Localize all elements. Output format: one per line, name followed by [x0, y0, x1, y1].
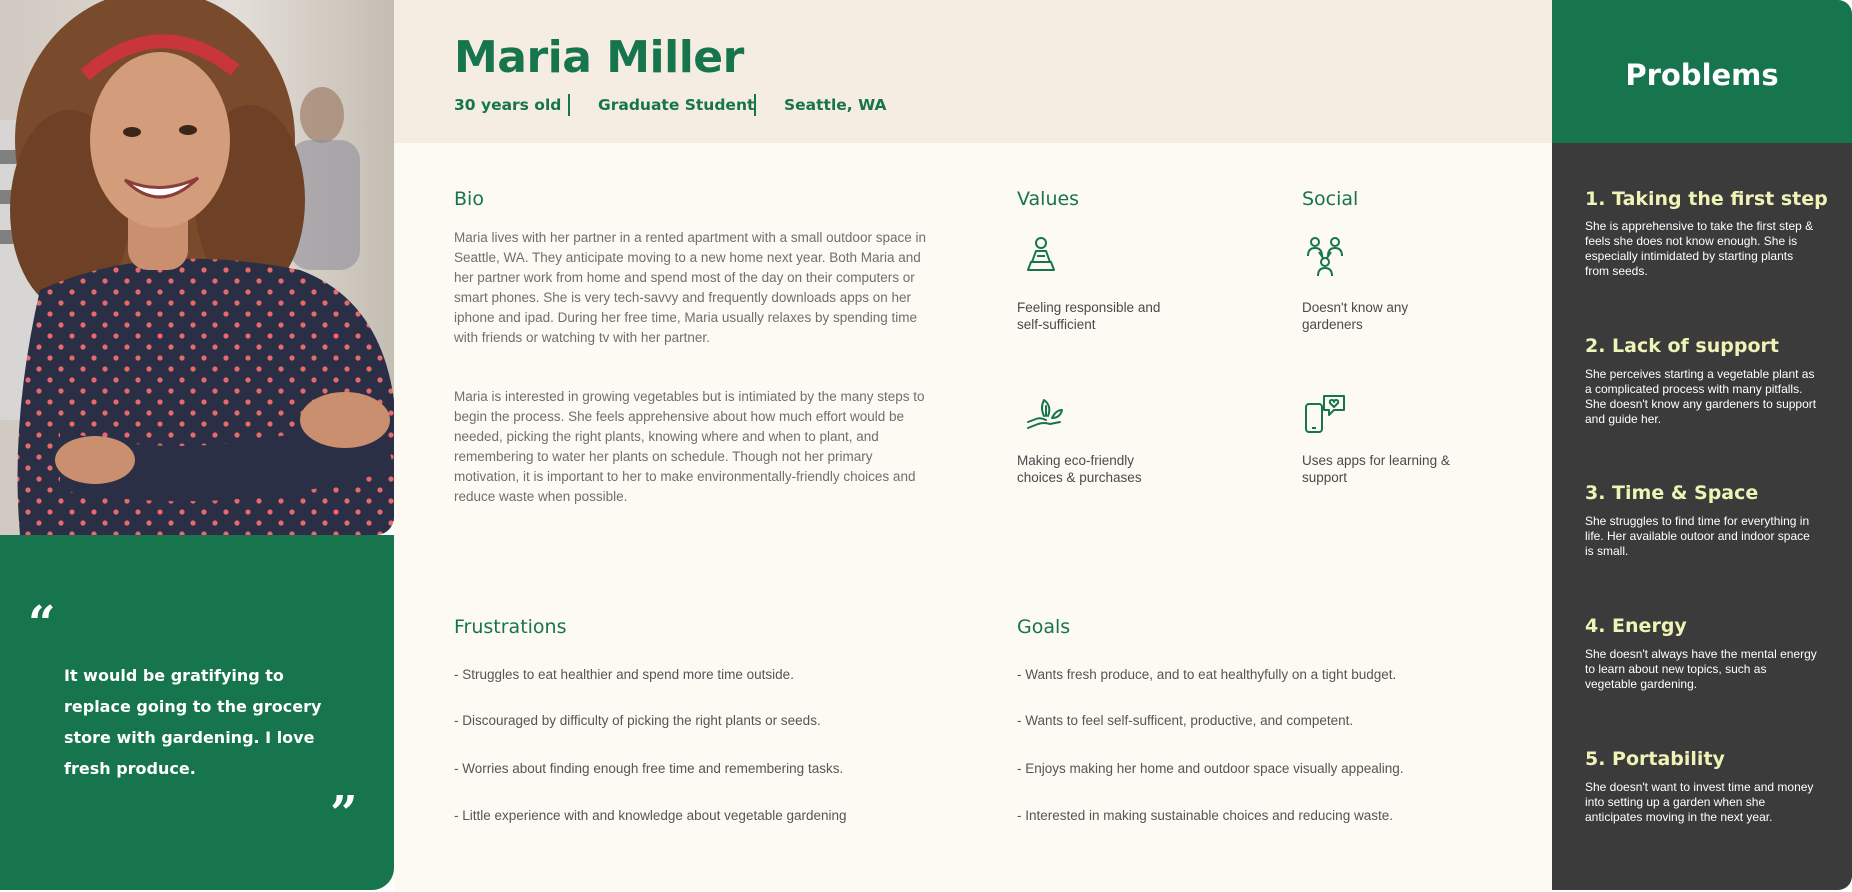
value-label-1: Feeling responsible and self-sufficient — [1017, 300, 1161, 332]
open-quote-mark: “ — [28, 596, 56, 652]
bio-paragraph-1: Maria lives with her partner in a rented apartment with a small outdoor space in Seattle, WA. They anticipate moving to a new home next year. Both Maria and her partner work from home and spend most of the day on their computers or smart phones. She is very tech-savvy and frequently downloads apps on her iphone and ipad. During her free time, Maria usually relaxes by spending time with friends or watching tv with her partner. — [454, 230, 926, 345]
problem-desc-4: She doesn't always have the mental energy to learn about new topics, such as vegetable gardening. — [1585, 647, 1817, 691]
person-podium-icon — [1018, 234, 1064, 280]
bio-paragraph-2: Maria is interested in growing vegetables but is intimiated by the many steps to begin the process. She feels apprehensive about how much effort would be needed, picking the right plants, knowing where and when to plant, and remembering to water her plants on schedule. Though not her primary motivation, it is important to her to make environmentally-friendly choices and reduce waste when possible. — [454, 389, 925, 504]
frustration-item: - Struggles to eat healthier and spend more time outside. — [454, 667, 794, 682]
persona-quote: It would be gratifying to replace going to the grocery store with gardening. I love fresh produce. — [64, 666, 322, 778]
people-network-icon — [1303, 234, 1349, 280]
problem-title-2: 2. Lack of support — [1585, 335, 1779, 357]
close-quote-mark: ” — [330, 786, 358, 842]
phone-heart-icon — [1302, 392, 1348, 438]
problems-title: Problems — [1625, 58, 1779, 92]
problem-title-4: 4. Energy — [1585, 615, 1687, 637]
frustration-item: - Little experience with and knowledge about vegetable gardening — [454, 808, 847, 823]
bio-title: Bio — [454, 188, 484, 210]
problem-title-5: 5. Portability — [1585, 748, 1725, 770]
goals-title: Goals — [1017, 616, 1071, 638]
persona-photo — [0, 0, 394, 535]
persona-occupation: Graduate Student — [598, 96, 755, 114]
problem-desc-2: She perceives starting a vegetable plant as a complicated process with many pitfalls. She doesn't know any gardeners to support and guide her. — [1585, 367, 1817, 426]
persona-name: Maria Miller — [454, 32, 744, 83]
problem-desc-1: She is apprehensive to take the first step & feels she does not know enough. She is especially intimidated by starting plants from seeds. — [1585, 219, 1814, 278]
frustration-item: - Discouraged by difficulty of picking the right plants or seeds. — [454, 713, 821, 728]
problem-title-1: 1. Taking the first step — [1585, 188, 1828, 210]
meta-divider — [568, 94, 570, 116]
hand-plant-icon — [1022, 392, 1068, 438]
meta-divider — [754, 94, 756, 116]
portrait-illustration — [0, 0, 394, 535]
goal-item: - Wants fresh produce, and to eat healthyfully on a tight budget. — [1017, 667, 1397, 682]
frustration-item: - Worries about finding enough free time and remembering tasks. — [454, 761, 844, 776]
problem-desc-5: She doesn't want to invest time and money into setting up a garden when she anticipates moving in the next year. — [1585, 780, 1814, 824]
persona-age: 30 years old — [454, 96, 562, 114]
values-title: Values — [1017, 188, 1080, 210]
problem-title-3: 3. Time & Space — [1585, 482, 1759, 504]
goal-item: - Interested in making sustainable choices and reducing waste. — [1017, 808, 1393, 823]
persona-location: Seattle, WA — [784, 96, 887, 114]
problem-desc-3: She struggles to find time for everything in life. Her available outoor and indoor space is small. — [1585, 514, 1810, 558]
value-label-2: Making eco-friendly choices & purchases — [1017, 453, 1142, 485]
social-label-1: Doesn't know any gardeners — [1302, 300, 1409, 332]
goal-item: - Wants to feel self-sufficent, productive, and competent. — [1017, 713, 1354, 728]
goal-item: - Enjoys making her home and outdoor space visually appealing. — [1017, 761, 1404, 776]
social-title: Social — [1302, 188, 1359, 210]
frustrations-title: Frustrations — [454, 616, 567, 638]
social-label-2: Uses apps for learning & support — [1302, 453, 1450, 485]
